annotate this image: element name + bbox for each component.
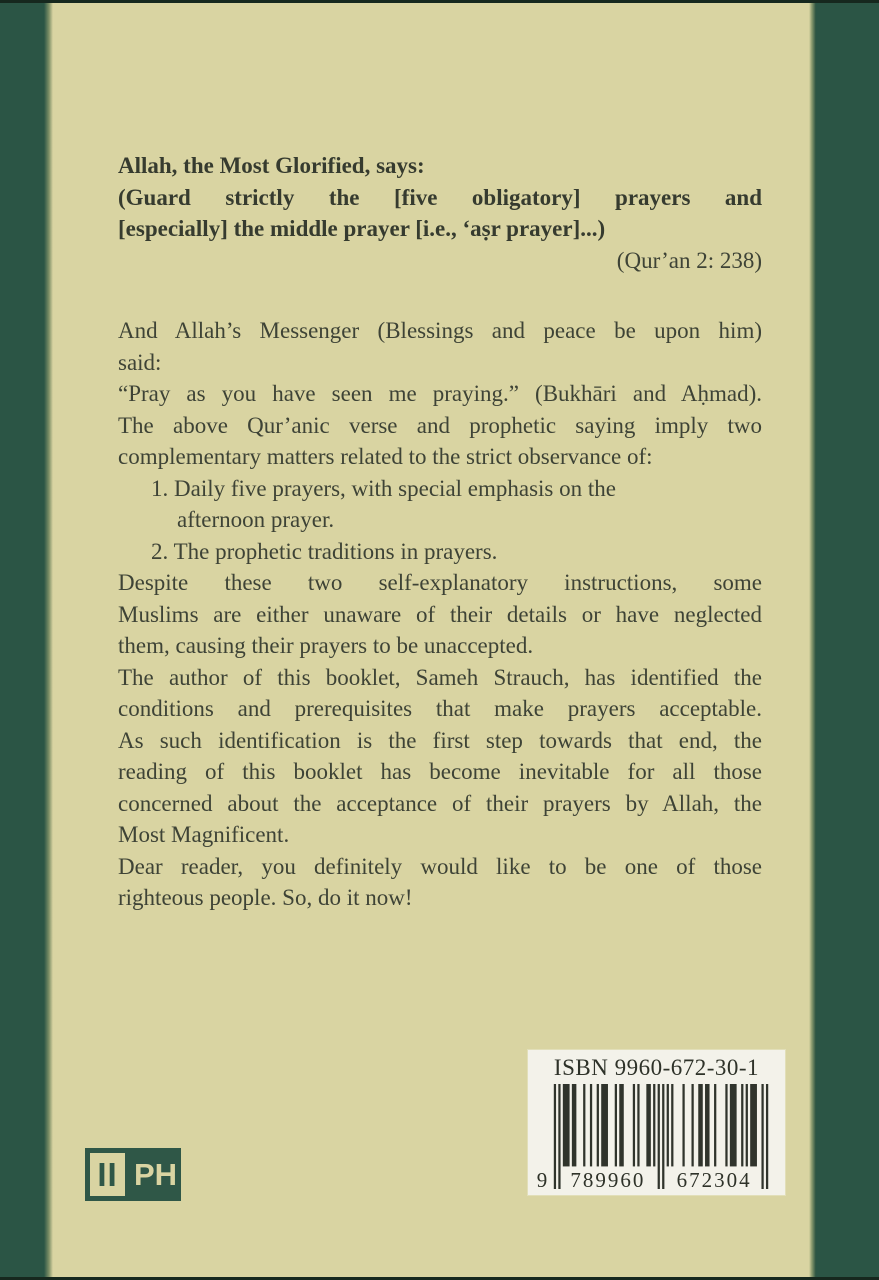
text-line: 1. Daily five prayers, with special emphasis on the [151, 475, 616, 501]
barcode-digit-group: 672304 [667, 1169, 762, 1192]
text-line: concerned about the acceptance of their prayers by Allah, the [118, 790, 762, 816]
text-line: afternoon prayer. [177, 507, 335, 532]
text-line: [especially] the middle prayer [i.e., ‘aṣr prayer]...) [118, 216, 606, 241]
spine-fold-right [809, 0, 816, 1280]
text-line: As such identification is the first step towards that end, the [118, 727, 762, 753]
barcode-panel [528, 1050, 785, 1195]
text-line: Muslims are either unaware of their details or have neglected [118, 601, 762, 627]
text-line: righteous people. So, do it now! [118, 885, 413, 910]
barcode-digit-group: 789960 [561, 1169, 656, 1192]
barcode-digit-group: 9 [536, 1168, 550, 1192]
text-line: Despite these two self-explanatory instructions, some [118, 570, 762, 595]
text-line: complementary matters related to the strict observance of: [118, 444, 653, 469]
text-line: them, causing their prayers to be unaccepted. [118, 633, 534, 658]
text-line: Allah, the Most Glorified, says: [118, 153, 425, 178]
spine-fold-left [44, 0, 53, 1280]
text-line: said: [118, 349, 162, 375]
text-line: 2. The prophetic traditions in prayers. [151, 538, 498, 564]
text-line: Dear reader, you definitely would like to be one of those [118, 853, 762, 879]
logo-right-box: PH [130, 1148, 181, 1201]
cover-page [48, 0, 812, 1280]
text-line: conditions and prerequisites that make prayers acceptable. [118, 696, 762, 721]
text-line: (Guard strictly the [five obligatory] prayers and [118, 184, 762, 210]
text-line: The above Qur’anic verse and prophetic saying imply two [118, 412, 762, 438]
blurb-text [48, 0, 812, 914]
text-line: reading of this booklet has become inevitable for all those [118, 759, 762, 784]
photo-edge-top [0, 0, 879, 3]
text-line: Most Magnificent. [118, 822, 290, 847]
text-line: (Qur’an 2: 238) [616, 247, 762, 273]
text-line: “Pray as you have seen me praying.” (Bukhāri and Aḥmad). [118, 381, 762, 406]
iiph-publisher-logo [85, 1148, 181, 1201]
text-line: And Allah’s Messenger (Blessings and peace be upon him) [118, 318, 762, 343]
text-line: The author of this booklet, Sameh Strauch, has identified the [118, 664, 762, 690]
barcode-bars [536, 1084, 775, 1192]
logo-left-box: II [85, 1148, 130, 1201]
isbn-label: ISBN 9960-672-30-1 [553, 1055, 760, 1080]
